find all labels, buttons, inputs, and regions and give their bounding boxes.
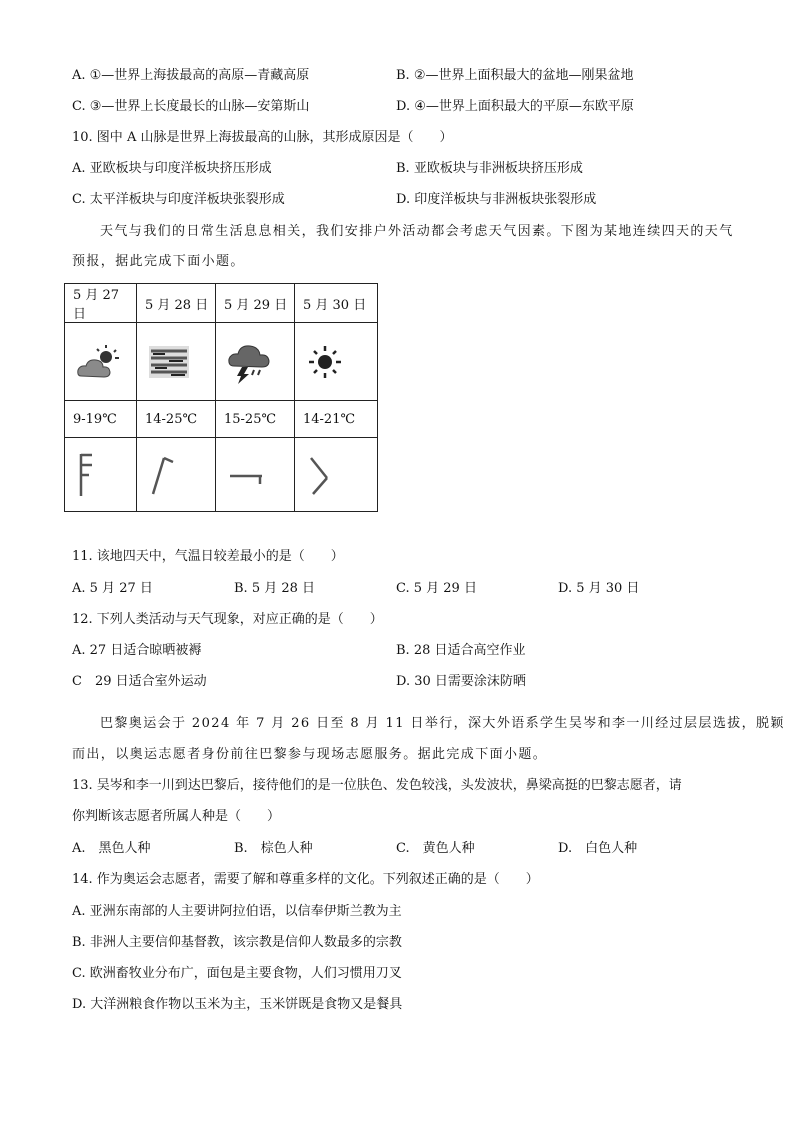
- q13-option-c: C. 黄色人种: [396, 841, 475, 856]
- q9-option-c: C. ③—世界上长度最长的山脉—安第斯山: [72, 99, 310, 114]
- sunny-icon: [305, 342, 345, 382]
- forecast-date: 5 月 27 日: [65, 284, 137, 323]
- forecast-date: 5 月 29 日: [216, 284, 295, 323]
- forecast-wind-cell: [216, 438, 295, 512]
- forecast-temp: 9-19℃: [65, 401, 137, 438]
- wind-barb-icon: [147, 450, 177, 500]
- q12-stem: 12. 下列人类活动与天气现象，对应正确的是（ ）: [72, 612, 383, 627]
- q11-option-c: C. 5 月 29 日: [396, 581, 477, 596]
- forecast-icon-row: [65, 323, 378, 401]
- forecast-temp: 15-25℃: [216, 401, 295, 438]
- q11-stem: 11. 该地四天中，气温日较差最小的是（ ）: [72, 549, 344, 564]
- wind-barb-icon: [75, 450, 99, 500]
- olympics-intro-line1: 巴黎奥运会于 2024 年 7 月 26 日至 8 月 11 日举行，深大外语系学生吴岑和李一川经过层层选拔，脱颖: [100, 716, 785, 731]
- forecast-wind-cell: [65, 438, 137, 512]
- q13-option-a: A. 黑色人种: [72, 841, 151, 856]
- q11-option-b: B. 5 月 28 日: [234, 581, 316, 596]
- q14-option-d: D. 大洋洲粮食作物以玉米为主，玉米饼既是食物又是餐具: [72, 997, 403, 1012]
- forecast-weather-cell: [65, 323, 137, 401]
- q10-option-b: B. 亚欧板块与非洲板块挤压形成: [396, 161, 583, 176]
- forecast-date-row: [65, 284, 378, 323]
- q9-option-a: A. ①—世界上海拔最高的高原—青藏高原: [72, 68, 310, 83]
- q14-option-c: C. 欧洲畜牧业分布广，面包是主要食物，人们习惯用刀叉: [72, 966, 402, 981]
- forecast-weather-cell: [137, 323, 216, 401]
- q13-stem-line1: 13. 吴岑和李一川到达巴黎后，接待他们的是一位肤色、发色较浅，头发波状，鼻梁高挺的巴黎志愿者，请: [72, 778, 682, 793]
- weather-intro-line2: 预报，据此完成下面小题。: [72, 254, 245, 269]
- q13-option-d: D. 白色人种: [558, 841, 638, 856]
- fog-haze-icon: [147, 342, 191, 382]
- q9-option-b: B. ②—世界上面积最大的盆地—刚果盆地: [396, 68, 634, 83]
- weather-intro-line1: 天气与我们的日常生活息息相关，我们安排户外活动都会考虑天气因素。下图为某地连续四天的天气: [100, 224, 734, 239]
- thunderstorm-icon: [226, 340, 274, 384]
- q12-option-c: C 29 日适合室外运动: [72, 674, 207, 689]
- q13-option-b: B. 棕色人种: [234, 841, 313, 856]
- q14-option-a: A. 亚洲东南部的人主要讲阿拉伯语，以信奉伊斯兰教为主: [72, 904, 402, 919]
- q10-stem: 10. 图中 A 山脉是世界上海拔最高的山脉，其形成原因是（ ）: [72, 130, 453, 145]
- q10-option-a: A. 亚欧板块与印度洋板块挤压形成: [72, 161, 272, 176]
- olympics-intro-line2: 而出，以奥运志愿者身份前往巴黎参与现场志愿服务。据此完成下面小题。: [72, 747, 548, 762]
- q9-option-d: D. ④—世界上面积最大的平原—东欧平原: [396, 99, 634, 114]
- forecast-table: [64, 283, 378, 512]
- forecast-temp: 14-25℃: [137, 401, 216, 438]
- forecast-wind-cell: [295, 438, 378, 512]
- forecast-temp-row: [65, 401, 378, 438]
- q10-option-c: C. 太平洋板块与印度洋板块张裂形成: [72, 192, 285, 207]
- partly-cloudy-icon: [75, 342, 123, 382]
- q11-option-d: D. 5 月 30 日: [558, 581, 640, 596]
- forecast-weather-cell: [216, 323, 295, 401]
- wind-barb-icon: [226, 450, 266, 500]
- forecast-wind-row: [65, 438, 378, 512]
- q12-option-b: B. 28 日适合高空作业: [396, 643, 526, 658]
- forecast-date: 5 月 30 日: [295, 284, 378, 323]
- q12-option-a: A. 27 日适合晾晒被褥: [72, 643, 202, 658]
- q10-option-d: D. 印度洋板块与非洲板块张裂形成: [396, 192, 597, 207]
- forecast-weather-cell: [295, 323, 378, 401]
- forecast-temp: 14-21℃: [295, 401, 378, 438]
- forecast-wind-cell: [137, 438, 216, 512]
- q12-option-d: D. 30 日需要涂沫防晒: [396, 674, 526, 689]
- forecast-date: 5 月 28 日: [137, 284, 216, 323]
- q11-option-a: A. 5 月 27 日: [72, 581, 153, 596]
- wind-barb-icon: [305, 450, 335, 500]
- q13-stem-line2: 你判断该志愿者所属人种是（ ）: [72, 809, 281, 824]
- q14-option-b: B. 非洲人主要信仰基督教，该宗教是信仰人数最多的宗教: [72, 935, 402, 950]
- q14-stem: 14. 作为奥运会志愿者，需要了解和尊重多样的文化。下列叙述正确的是（ ）: [72, 872, 539, 887]
